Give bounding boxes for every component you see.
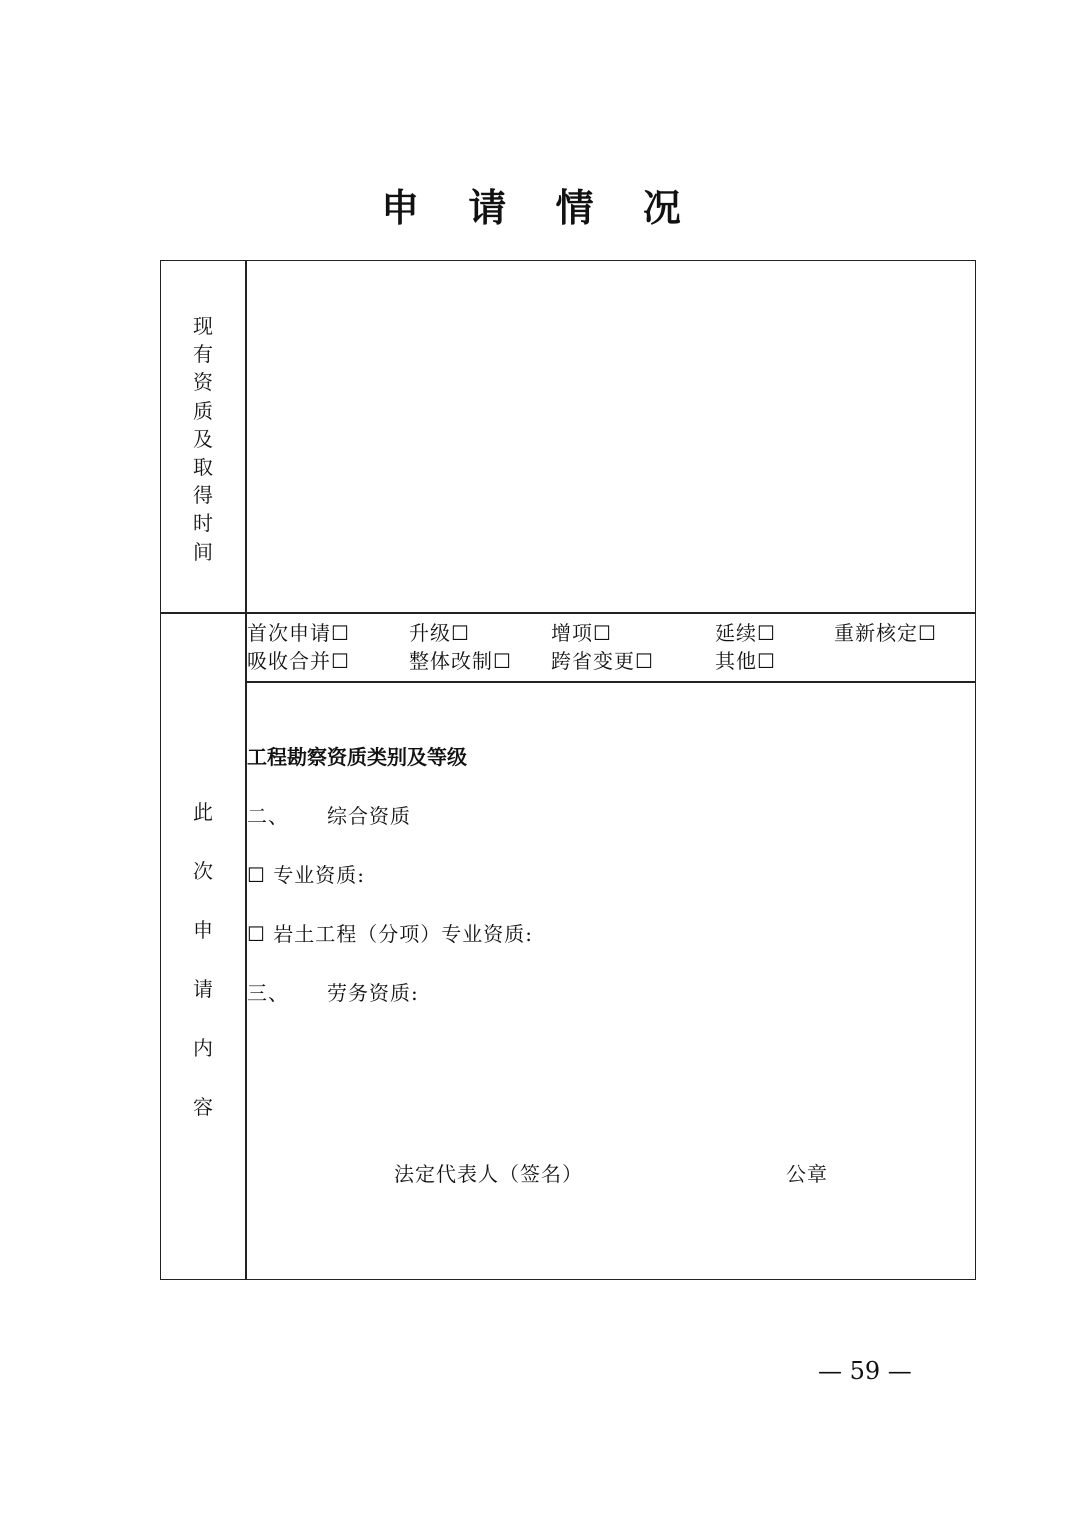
option-add-item[interactable]: 增项☐ xyxy=(551,621,612,645)
item-text: 专业资质: xyxy=(273,863,366,887)
option-reverification[interactable]: 重新核定☐ xyxy=(834,621,937,645)
option-upgrade[interactable]: 升级☐ xyxy=(409,621,470,645)
application-type-divider xyxy=(245,681,976,683)
row-divider xyxy=(160,612,976,614)
official-seal-label: 公章 xyxy=(786,1162,828,1186)
item-text: 劳务资质: xyxy=(327,981,419,1005)
option-restructure[interactable]: 整体改制☐ xyxy=(409,649,512,673)
legal-representative-signature-label: 法定代表人（签名） xyxy=(394,1162,583,1186)
current-qualification-label: 现 有 资 质 及 取 得 时 间 xyxy=(193,314,213,564)
option-cross-province-change[interactable]: 跨省变更☐ xyxy=(551,649,654,673)
item-text: 岩土工程（分项）专业资质: xyxy=(273,922,534,946)
checkbox-icon[interactable]: ☐ xyxy=(247,863,266,887)
item-marker: 二、 xyxy=(247,804,289,828)
option-renewal[interactable]: 延续☐ xyxy=(715,621,776,645)
item-professional-qualification[interactable] xyxy=(247,860,365,890)
application-content-label: 此 次 申 请 内 容 xyxy=(193,800,213,1119)
item-geotechnical-qualification[interactable] xyxy=(247,919,533,949)
page-number: — 59 — xyxy=(818,1357,912,1385)
item-text: 综合资质 xyxy=(327,804,411,828)
page-title: 申 请 情 况 xyxy=(381,186,699,230)
option-merger[interactable]: 吸收合并☐ xyxy=(247,649,350,673)
item-comprehensive-qualification xyxy=(247,801,411,831)
current-qualification-field[interactable] xyxy=(247,262,974,611)
item-marker: 三、 xyxy=(247,981,289,1005)
option-first-application[interactable]: 首次申请☐ xyxy=(247,621,350,645)
checkbox-icon[interactable]: ☐ xyxy=(247,922,266,946)
section-heading: 工程勘察资质类别及等级 xyxy=(247,745,467,769)
item-labor-qualification xyxy=(247,978,419,1008)
option-other[interactable]: 其他☐ xyxy=(715,649,776,673)
